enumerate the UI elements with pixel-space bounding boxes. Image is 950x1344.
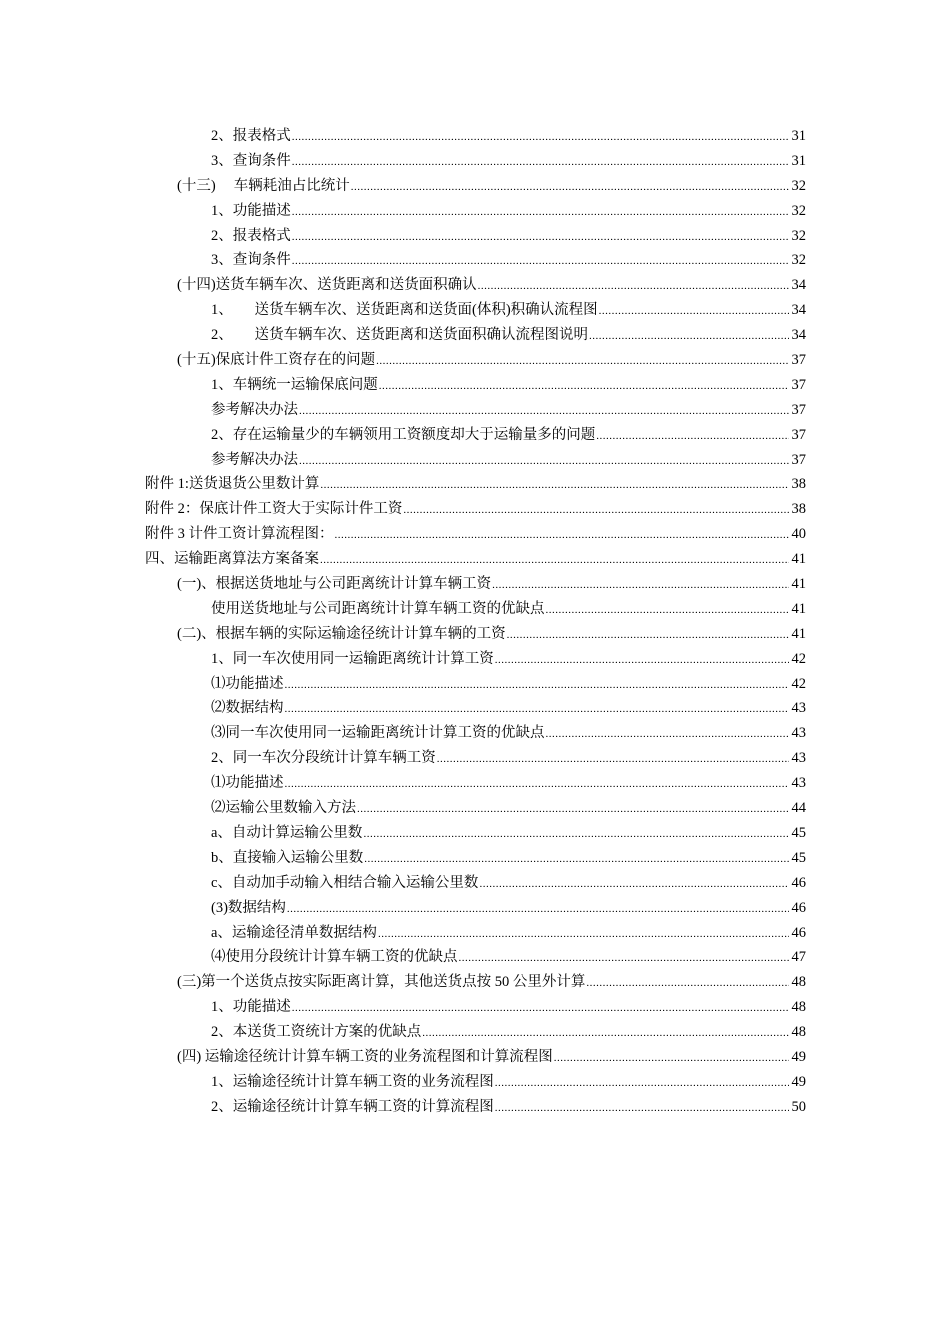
toc-entry[interactable] — [145, 448, 806, 473]
toc-entry-page-number: 34 — [791, 302, 806, 319]
toc-dot-leader — [492, 573, 789, 598]
toc-entry-title: ⑴功能描述 — [211, 775, 284, 792]
toc-entry[interactable] — [145, 547, 806, 572]
toc-entry-page-number: 31 — [791, 152, 806, 169]
toc-entry-page-number: 41 — [791, 576, 806, 593]
toc-entry-page-number: 32 — [791, 252, 806, 269]
toc-entry-title: ⑶同一车次使用同一运输距离统计计算工资的优缺点 — [211, 725, 545, 742]
toc-entry-title: a、运输途径清单数据结构 — [211, 924, 377, 941]
toc-entry-page-number: 45 — [791, 824, 806, 841]
toc-dot-leader — [363, 822, 789, 847]
toc-dot-leader — [285, 772, 790, 797]
toc-entry[interactable] — [145, 1070, 806, 1095]
toc-entry-title: 参考解决办法 — [211, 451, 298, 468]
toc-entry[interactable] — [145, 647, 806, 672]
toc-entry-title: 2、存在运输量少的车辆领用工资额度却大于运输量多的问题 — [211, 426, 596, 443]
toc-dot-leader — [292, 125, 789, 150]
toc-entry-page-number: 32 — [791, 227, 806, 244]
toc-entry-title: ⑵运输公里数输入方法 — [211, 800, 356, 817]
toc-entry-page-number: 38 — [791, 501, 806, 518]
toc-dot-leader — [586, 971, 789, 996]
toc-entry-page-number: 32 — [791, 177, 806, 194]
toc-entry[interactable] — [145, 522, 806, 547]
toc-entry[interactable] — [145, 373, 806, 398]
toc-entry[interactable] — [145, 174, 806, 199]
toc-entry[interactable] — [145, 746, 806, 771]
toc-entry-page-number: 41 — [791, 551, 806, 568]
toc-entry-title: 附件 1:送货退货公里数计算 — [145, 476, 320, 493]
toc-dot-leader — [376, 349, 789, 374]
toc-entry[interactable] — [145, 896, 806, 921]
toc-entry[interactable] — [145, 721, 806, 746]
table-of-contents — [145, 124, 806, 1120]
toc-entry[interactable] — [145, 298, 806, 323]
toc-entry-page-number: 37 — [791, 451, 806, 468]
toc-entry-title: 2、报表格式 — [211, 227, 291, 244]
toc-dot-leader — [285, 673, 790, 698]
toc-dot-leader — [495, 1071, 789, 1096]
toc-entry[interactable] — [145, 323, 806, 348]
toc-entry-page-number: 43 — [791, 775, 806, 792]
toc-entry[interactable] — [145, 796, 806, 821]
toc-dot-leader — [379, 374, 789, 399]
toc-entry-title: 2、同一车次分段统计计算车辆工资 — [211, 750, 436, 767]
toc-dot-leader — [596, 424, 789, 449]
toc-dot-leader — [299, 449, 789, 474]
toc-entry-page-number: 42 — [791, 650, 806, 667]
toc-entry-page-number: 46 — [791, 924, 806, 941]
toc-entry-title: 1、运输途径统计计算车辆工资的业务流程图 — [211, 1073, 494, 1090]
toc-entry[interactable] — [145, 572, 806, 597]
toc-entry-page-number: 31 — [791, 128, 806, 144]
toc-dot-leader — [292, 996, 789, 1021]
toc-dot-leader — [292, 200, 789, 225]
toc-entry[interactable] — [145, 821, 806, 846]
toc-entry[interactable] — [145, 423, 806, 448]
toc-dot-leader — [292, 225, 789, 250]
toc-dot-leader — [437, 747, 789, 772]
toc-entry[interactable] — [145, 124, 806, 149]
toc-entry-page-number: 34 — [791, 277, 806, 294]
toc-entry-title: 3、查询条件 — [211, 152, 291, 169]
toc-dot-leader — [292, 249, 789, 274]
toc-entry-page-number: 43 — [791, 750, 806, 767]
toc-entry-page-number: 41 — [791, 600, 806, 617]
toc-entry[interactable] — [145, 597, 806, 622]
toc-entry-title: 2、本送货工资统计方案的优缺点 — [211, 1024, 422, 1041]
toc-dot-leader — [287, 897, 789, 922]
toc-dot-leader — [335, 523, 790, 548]
toc-entry-page-number: 48 — [791, 974, 806, 991]
toc-entry-page-number: 37 — [791, 401, 806, 418]
toc-entry-page-number: 46 — [791, 874, 806, 891]
toc-entry[interactable] — [145, 273, 806, 298]
toc-entry-page-number: 48 — [791, 999, 806, 1016]
toc-entry-page-number: 47 — [791, 949, 806, 966]
toc-entry-page-number: 45 — [791, 849, 806, 866]
toc-dot-leader — [351, 175, 789, 200]
toc-entry-title: 2、报表格式 — [211, 128, 291, 144]
toc-entry[interactable] — [145, 945, 806, 970]
toc-entry-page-number: 43 — [791, 725, 806, 742]
toc-entry-page-number: 37 — [791, 376, 806, 393]
toc-entry-page-number: 40 — [791, 526, 806, 543]
toc-entry-title: 附件 3 计件工资计算流程图： — [145, 526, 334, 543]
toc-entry-page-number: 44 — [791, 800, 806, 817]
toc-dot-leader — [403, 498, 789, 523]
toc-entry-title: 2、运输途径统计计算车辆工资的计算流程图 — [211, 1098, 494, 1115]
toc-dot-leader — [364, 847, 789, 872]
toc-entry-page-number: 43 — [791, 700, 806, 717]
toc-entry-page-number: 41 — [791, 625, 806, 642]
toc-entry[interactable] — [145, 348, 806, 373]
toc-dot-leader — [495, 648, 789, 673]
toc-dot-leader — [320, 548, 789, 573]
toc-entry-page-number: 34 — [791, 327, 806, 344]
toc-entry-title: 使用送货地址与公司距离统计计算车辆工资的优缺点 — [211, 600, 545, 617]
toc-entry[interactable] — [145, 622, 806, 647]
toc-entry-title: 1、 送货车辆车次、送货距离和送货面(体积)积确认流程图 — [211, 302, 598, 319]
toc-dot-leader — [378, 922, 789, 947]
toc-dot-leader — [299, 399, 789, 424]
toc-entry[interactable] — [145, 995, 806, 1020]
toc-dot-leader — [479, 872, 789, 897]
toc-entry-page-number: 32 — [791, 202, 806, 219]
toc-dot-leader — [320, 473, 789, 498]
toc-entry-page-number: 42 — [791, 675, 806, 692]
toc-entry-page-number: 38 — [791, 476, 806, 493]
toc-entry-title: (十四)送货车辆车次、送货距离和送货面积确认 — [177, 277, 477, 294]
toc-entry-title: ⑴功能描述 — [211, 675, 284, 692]
toc-entry[interactable] — [145, 771, 806, 796]
toc-dot-leader — [546, 722, 790, 747]
toc-entry[interactable] — [145, 871, 806, 896]
toc-entry-title: 3、查询条件 — [211, 252, 291, 269]
toc-entry-title: 1、功能描述 — [211, 202, 291, 219]
toc-entry-page-number: 37 — [791, 352, 806, 369]
toc-dot-leader — [357, 797, 789, 822]
toc-dot-leader — [478, 274, 789, 299]
toc-entry-page-number: 50 — [791, 1098, 806, 1115]
toc-entry[interactable] — [145, 696, 806, 721]
toc-entry[interactable] — [145, 398, 806, 423]
toc-dot-leader — [589, 324, 789, 349]
toc-entry-title: (3)数据结构 — [211, 899, 286, 916]
toc-entry-page-number: 49 — [791, 1073, 806, 1090]
toc-entry-title: ⑷使用分段统计计算车辆工资的优缺点 — [211, 949, 458, 966]
toc-entry-title: 1、功能描述 — [211, 999, 291, 1016]
toc-entry-title: (十五)保底计件工资存在的问题 — [177, 352, 376, 369]
toc-entry-page-number: 48 — [791, 1024, 806, 1041]
toc-dot-leader — [495, 1096, 789, 1121]
toc-entry-title: (一)、根据送货地址与公司距离统计计算车辆工资 — [177, 576, 492, 593]
toc-entry[interactable] — [145, 672, 806, 697]
toc-entry-title: 四、运输距离算法方案备案 — [145, 551, 319, 568]
toc-entry-title: b、直接输入运输公里数 — [211, 849, 364, 866]
toc-dot-leader — [459, 946, 790, 971]
toc-entry[interactable] — [145, 970, 806, 995]
toc-dot-leader — [546, 598, 790, 623]
toc-entry-title: 2、 送货车辆车次、送货距离和送货面积确认流程图说明 — [211, 327, 588, 344]
toc-entry-title: 1、车辆统一运输保底问题 — [211, 376, 378, 393]
toc-entry-page-number: 37 — [791, 426, 806, 443]
toc-entry[interactable] — [145, 472, 806, 497]
toc-entry-title: (二)、根据车辆的实际运输途径统计计算车辆的工资 — [177, 625, 506, 642]
toc-entry-title: a、自动计算运输公里数 — [211, 824, 363, 841]
toc-entry-title: ⑵数据结构 — [211, 700, 284, 717]
toc-entry-title: c、自动加手动输入相结合输入运输公里数 — [211, 874, 479, 891]
toc-entry[interactable] — [145, 248, 806, 273]
toc-entry-title: 1、同一车次使用同一运输距离统计计算工资 — [211, 650, 494, 667]
toc-entry-title: 附件 2：保底计件工资大于实际计件工资 — [145, 501, 403, 518]
toc-entry-page-number: 46 — [791, 899, 806, 916]
toc-entry-title: (三)第一个送货点按实际距离计算，其他送货点按 50 公里外计算 — [177, 974, 586, 991]
toc-entry[interactable] — [145, 224, 806, 249]
toc-dot-leader — [422, 1021, 789, 1046]
toc-entry-title: 参考解决办法 — [211, 401, 298, 418]
toc-entry[interactable] — [145, 199, 806, 224]
toc-entry[interactable] — [145, 497, 806, 522]
toc-dot-leader — [285, 697, 790, 722]
toc-entry-title: (十三) 车辆耗油占比统计 — [177, 177, 350, 194]
toc-dot-leader — [599, 299, 789, 324]
toc-entry[interactable] — [145, 1020, 806, 1045]
toc-entry[interactable] — [145, 1095, 806, 1120]
toc-entry[interactable] — [145, 846, 806, 871]
toc-entry-page-number: 49 — [791, 1048, 806, 1065]
toc-dot-leader — [554, 1046, 789, 1071]
toc-entry[interactable] — [145, 921, 806, 946]
toc-entry-title: (四) 运输途径统计计算车辆工资的业务流程图和计算流程图 — [177, 1048, 553, 1065]
toc-entry[interactable] — [145, 149, 806, 174]
toc-dot-leader — [507, 623, 789, 648]
toc-entry[interactable] — [145, 1045, 806, 1070]
toc-dot-leader — [292, 150, 789, 175]
